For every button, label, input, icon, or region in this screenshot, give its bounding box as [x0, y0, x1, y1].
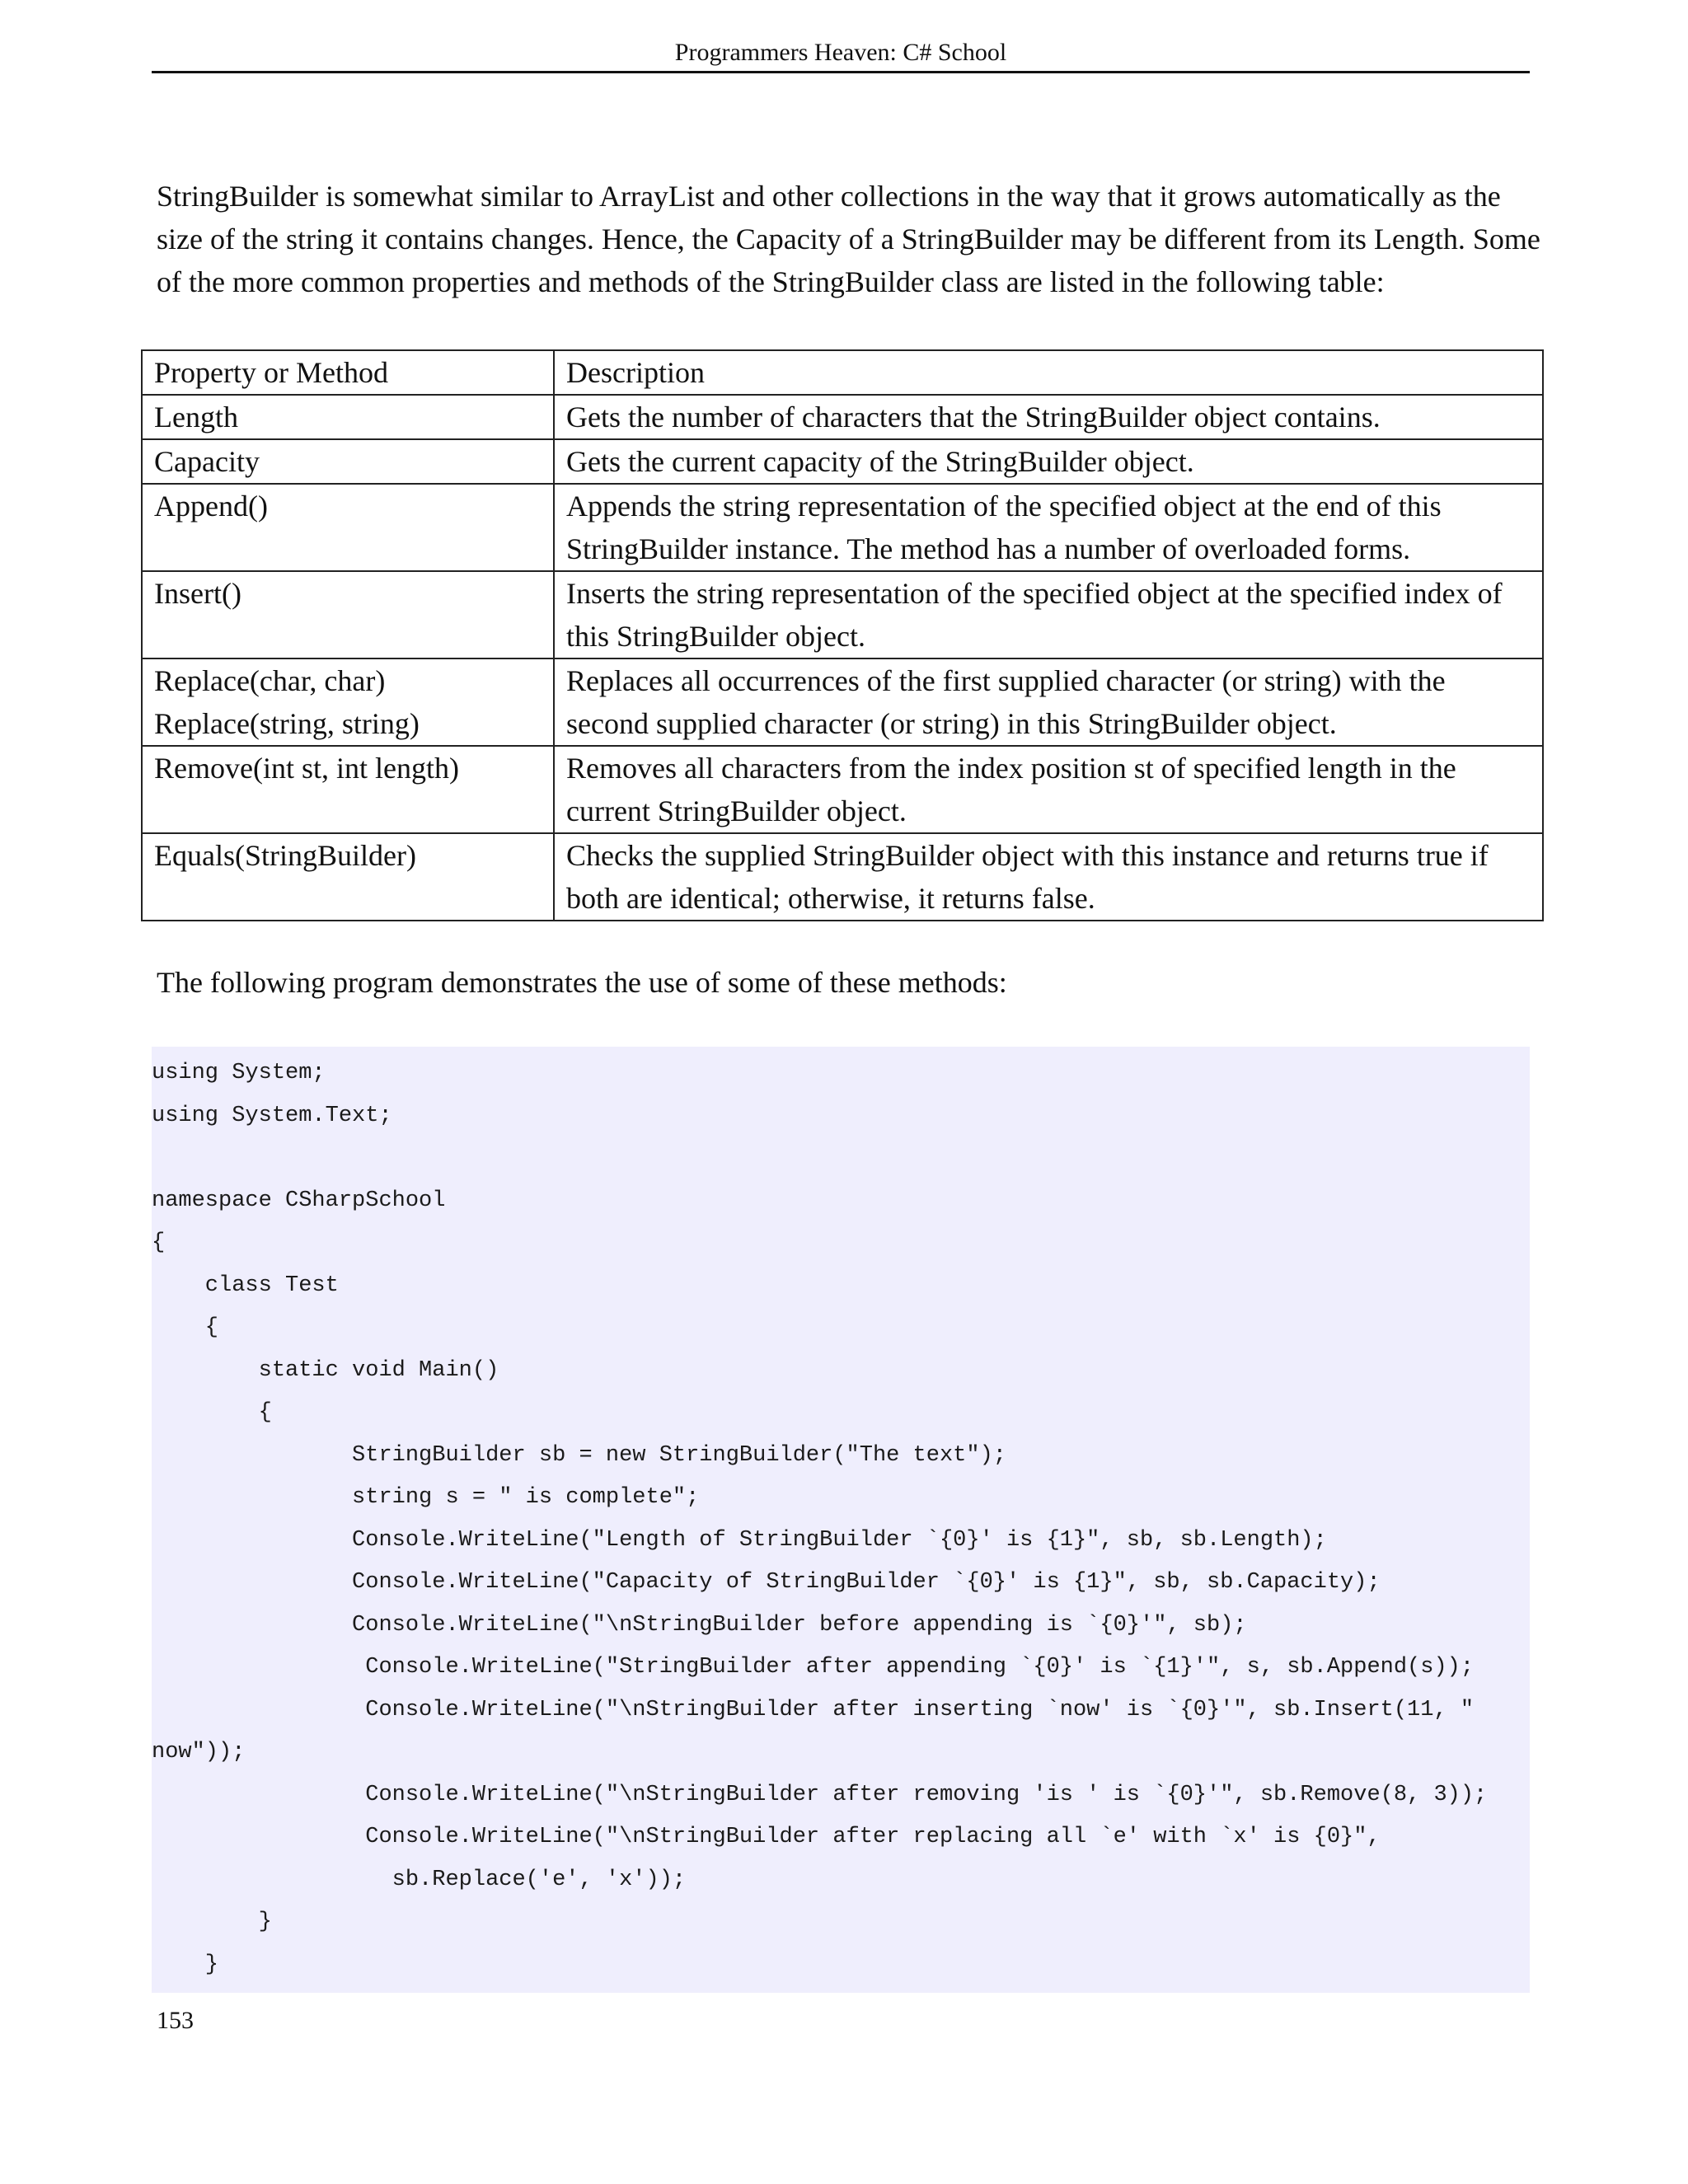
description-cell: Gets the number of characters that the StringBuilder object contains. — [554, 395, 1543, 439]
property-name-cell: Remove(int st, int length) — [142, 746, 554, 833]
table-row — [142, 439, 1543, 484]
table-row — [142, 658, 1543, 746]
code-line: Console.WriteLine("\nStringBuilder after removing 'is ' is `{0}'", sb.Remove(8, 3)); — [152, 1782, 1488, 1807]
description-cell: Inserts the string representation of the specified object at the specified index of this StringBuilder object. — [554, 571, 1543, 658]
code-line: Console.WriteLine("\nStringBuilder after inserting `now' is `{0}'", sb.Insert(11, " — [152, 1697, 1475, 1722]
running-header: Programmers Heaven: C# School — [152, 36, 1530, 73]
code-line: } — [152, 1910, 272, 1934]
code-line: StringBuilder sb = new StringBuilder("The text"); — [152, 1442, 1006, 1468]
property-name-cell: Equals(StringBuilder) — [142, 833, 554, 921]
code-block — [152, 1047, 1530, 1993]
code-line: Console.WriteLine("\nStringBuilder before appending is `{0}'", sb); — [152, 1612, 1247, 1638]
page-number: 153 — [157, 2007, 194, 2034]
code-line: using System.Text; — [152, 1103, 392, 1128]
code-line: namespace CSharpSchool — [152, 1188, 446, 1213]
code-line: Console.WriteLine("\nStringBuilder after replacing all `e' with `x' is {0}", — [152, 1825, 1381, 1849]
code-line: string s = " is complete"; — [152, 1485, 700, 1510]
table-row — [142, 833, 1543, 921]
description-cell: Removes all characters from the index position st of specified length in the current StringBuilder object. — [554, 746, 1543, 833]
intro-paragraph: StringBuilder is somewhat similar to ArrayList and other collections in the way that it grows automatically as the size of the string it contains changes. Hence, the Capacity of a StringBuilder may be different from its Length. Some of the more common properties and methods of the StringBuilder class are listed in the following table: — [157, 180, 1540, 298]
property-name-cell: Length — [142, 395, 554, 439]
code-line: using System; — [152, 1061, 326, 1085]
property-name-cell: Capacity — [142, 439, 554, 484]
code-line: } — [152, 1952, 219, 1977]
table-header-row — [142, 350, 1543, 395]
code-line: { — [152, 1315, 219, 1340]
code-line: static void Main() — [152, 1357, 499, 1383]
code-line: { — [152, 1400, 272, 1425]
description-cell: Gets the current capacity of the StringBuilder object. — [554, 439, 1543, 484]
code-line: now")); — [152, 1740, 246, 1765]
header-cell-description: Description — [554, 350, 1543, 395]
description-cell: Replaces all occurrences of the first supplied character (or string) with the second supplied character (or string) in this StringBuilder object. — [554, 658, 1543, 746]
table-row — [142, 571, 1543, 658]
header-cell-property: Property or Method — [142, 350, 554, 395]
property-name-cell: Replace(char, char) Replace(string, string) — [142, 658, 554, 746]
code-line: Console.WriteLine("Length of StringBuilder `{0}' is {1}", sb, sb.Length); — [152, 1527, 1327, 1553]
code-line: { — [152, 1230, 166, 1255]
code-line: class Test — [152, 1272, 339, 1298]
table-row — [142, 395, 1543, 439]
description-cell: Appends the string representation of the specified object at the end of this StringBuilder instance. The method has a number of overloaded forms. — [554, 484, 1543, 571]
code-line: sb.Replace('e', 'x')); — [152, 1867, 687, 1892]
table-row — [142, 746, 1543, 833]
code-intro-paragraph: The following program demonstrates the use of some of these methods: — [157, 966, 1007, 999]
code-line: Console.WriteLine("StringBuilder after appending `{0}' is `{1}'", s, sb.Append(s)); — [152, 1655, 1475, 1680]
property-name-cell: Insert() — [142, 571, 554, 658]
description-cell: Checks the supplied StringBuilder object with this instance and returns true if both are identical; otherwise, it returns false. — [554, 833, 1543, 921]
table-row — [142, 484, 1543, 571]
code-line: Console.WriteLine("Capacity of StringBuilder `{0}' is {1}", sb, sb.Capacity); — [152, 1570, 1381, 1595]
property-name-cell: Append() — [142, 484, 554, 571]
properties-methods-table — [141, 349, 1544, 921]
